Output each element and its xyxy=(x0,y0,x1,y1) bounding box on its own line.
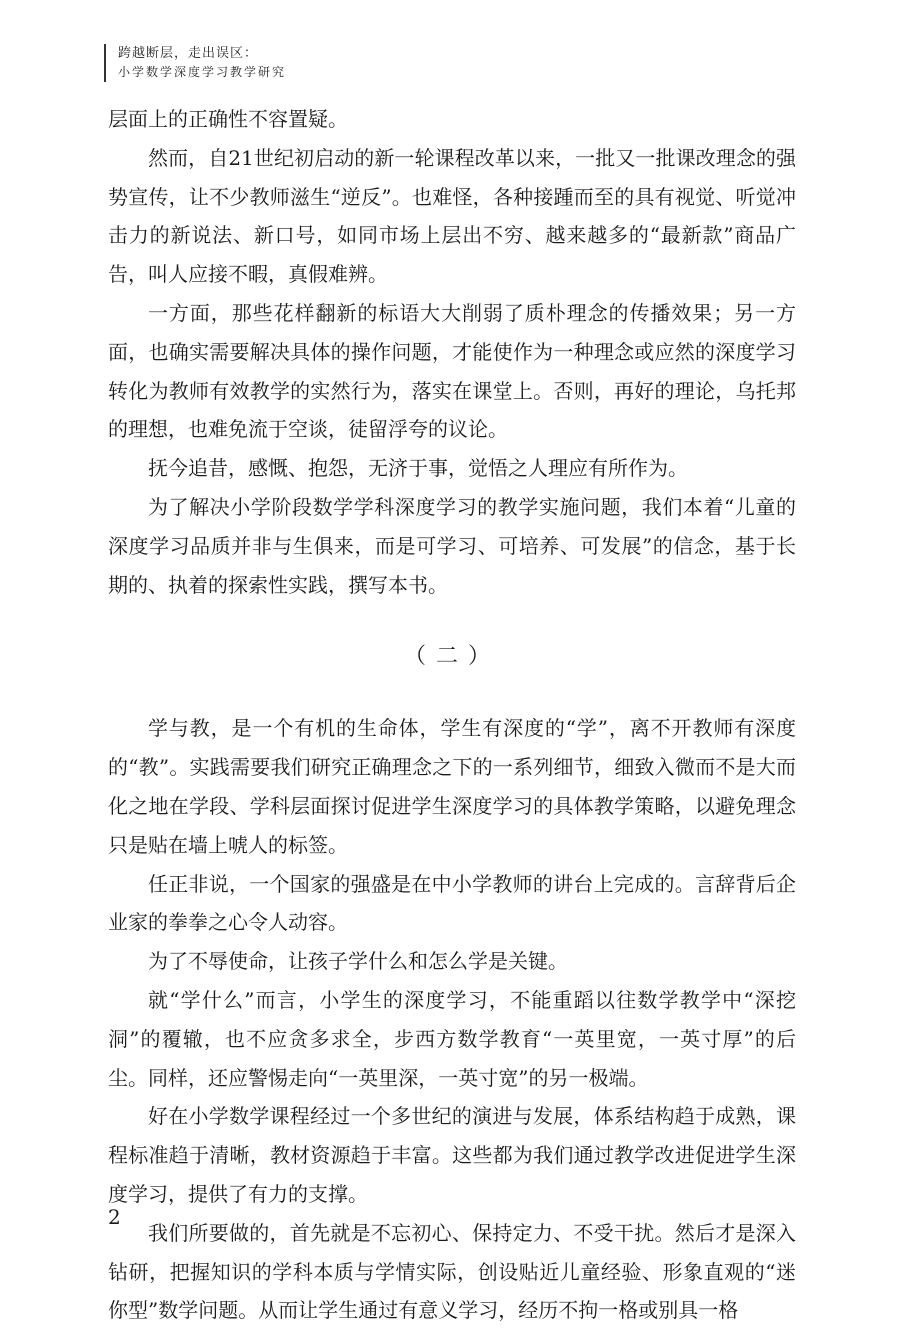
page-body xyxy=(108,100,796,1330)
running-head-subtitle: 小学数学深度学习教学研究 xyxy=(118,65,287,79)
paragraph: 抚今追昔，感慨、抱怨，无济于事，觉悟之人理应有所作为。 xyxy=(148,456,688,481)
running-head xyxy=(104,44,286,82)
paragraph: 为了解决小学阶段数学学科深度学习的教学实施问题，我们本着“儿童的深度学习品质并非与生俱来，而是可学习、可培养、可发展”的信念，基于长期的、执着的探索性实践，撰写本书。 xyxy=(108,494,796,597)
paragraph: 任正非说，一个国家的强盛是在中小学教师的讲台上完成的。言辞背后企业家的拳拳之心令人动容。 xyxy=(108,871,796,935)
paragraph: 一方面，那些花样翻新的标语大大削弱了质朴理念的传播效果；另一方面，也确实需要解决具体的操作问题，才能使作为一种理念或应然的深度学习转化为教师有效教学的实然行为，落实在课堂上。否则，再好的理论，乌托邦的理想，也难免流于空谈，徒留浮夸的议论。 xyxy=(108,300,796,442)
paragraph-continuation: 层面上的正确性不容置疑。 xyxy=(108,107,348,131)
paragraph: 学与教，是一个有机的生命体，学生有深度的“学”，离不开教师有深度的“教”。实践需要我们研究正确理念之下的一系列细节，细致入微而不是大而化之地在学段、学科层面探讨促进学生深度学习的具体教学策略，以避免理念只是贴在墙上唬人的标签。 xyxy=(108,716,796,857)
page-number: 2 xyxy=(108,1205,121,1229)
paragraph: 就“学什么”而言，小学生的深度学习，不能重蹈以往数学教学中“深挖洞”的覆辙，也不应贪多求全，步西方数学教育“一英里宽，一英寸厚”的后尘。同样，还应警惕走向“一英里深，一英寸宽”的另一极端。 xyxy=(108,987,796,1090)
paragraph: 然而，自21世纪初启动的新一轮课程改革以来，一批又一批课改理念的强势宣传，让不少教师滋生“逆反”。也难怪，各种接踵而至的具有视觉、听觉冲击力的新说法、新口号，如同市场上层出不穷、越来越多的“最新款”商品广告，叫人应接不暇，真假难辨。 xyxy=(108,145,796,287)
section-heading: （二） xyxy=(403,644,500,670)
paragraph: 好在小学数学课程经过一个多世纪的演进与发展，体系结构趋于成熟，课程标准趋于清晰，教材资源趋于丰富。这些都为我们通过教学改进促进学生深度学习，提供了有力的支撑。 xyxy=(108,1104,796,1206)
paragraph: 我们所要做的，首先就是不忘初心、保持定力、不受干扰。然后才是深入钻研，把握知识的学科本质与学情实际，创设贴近儿童经验、形象直观的“迷你型”数学问题。从而让学生通过有意义学习，经历不拘一格或别具一格 xyxy=(108,1220,796,1323)
running-head-title: 跨越断层，走出误区： xyxy=(118,46,259,61)
paragraph: 为了不辱使命，让孩子学什么和怎么学是关键。 xyxy=(148,949,568,974)
